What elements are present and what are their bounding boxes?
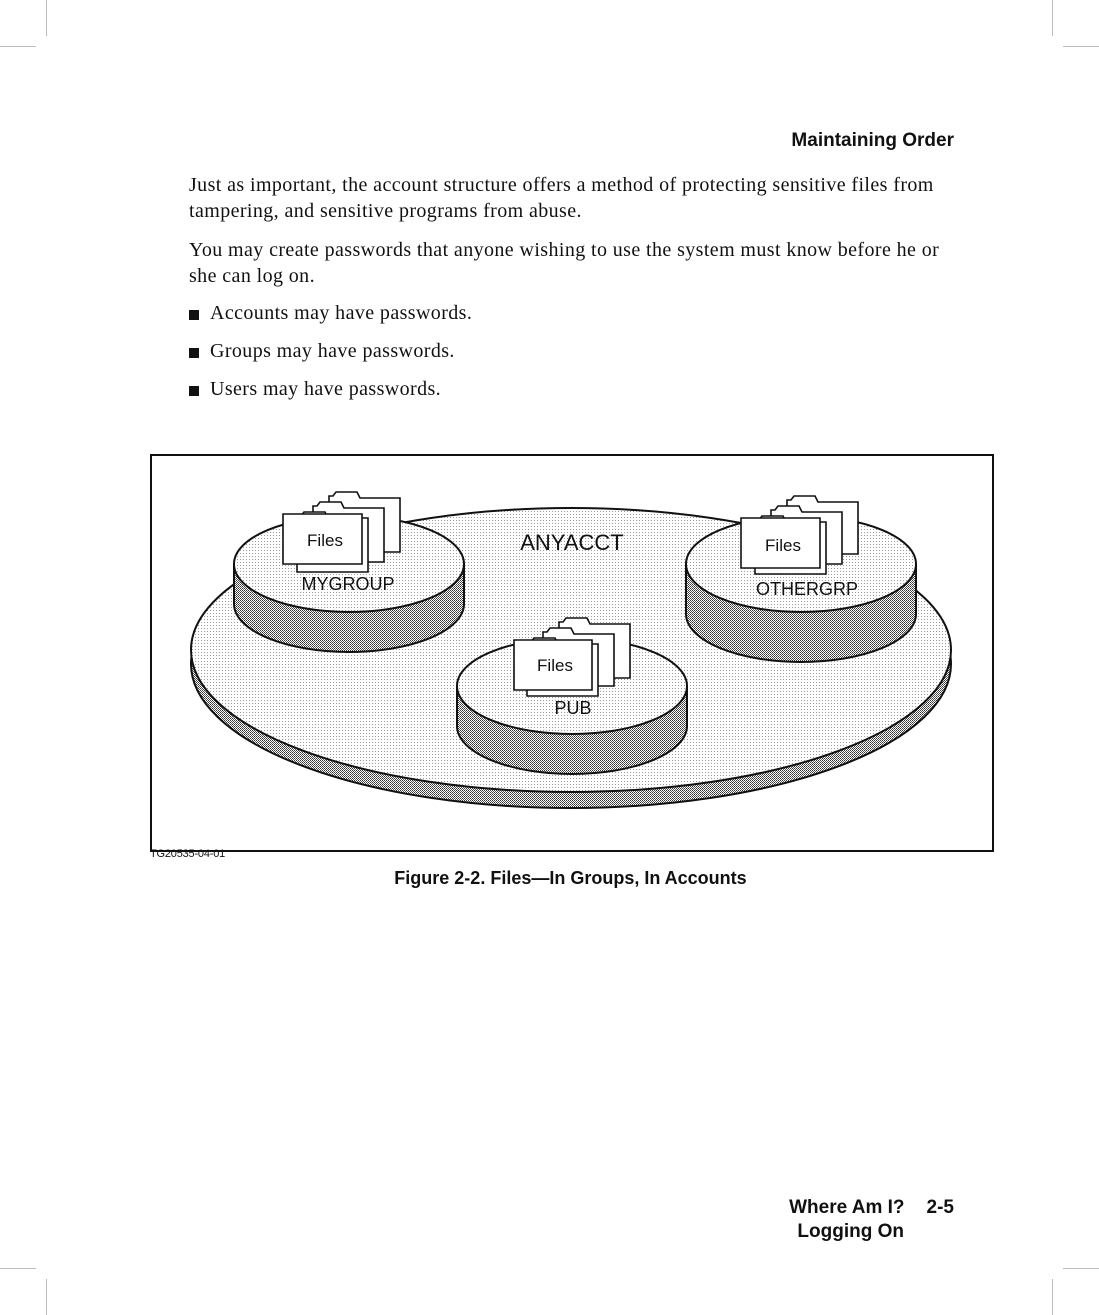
bullet-square-icon	[189, 348, 199, 358]
crop-mark	[0, 1268, 36, 1269]
page-number: 2-5	[926, 1197, 954, 1218]
files-label: Files	[765, 536, 801, 555]
files-label: Files	[537, 656, 573, 675]
list-item: Users may have passwords.	[189, 376, 472, 414]
crop-mark	[46, 0, 47, 36]
crop-mark	[46, 1279, 47, 1315]
crop-mark	[1052, 0, 1053, 36]
figure-caption: Figure 2-2. Files—In Groups, In Accounts	[394, 868, 747, 888]
list-item: Groups may have passwords.	[189, 338, 472, 376]
group-label: OTHERGRP	[755, 579, 859, 599]
page-footer	[789, 1196, 954, 1244]
bullet-square-icon	[189, 386, 199, 396]
crop-mark	[1063, 1268, 1099, 1269]
crop-mark	[1063, 46, 1099, 47]
files-label: Files	[307, 531, 343, 550]
bullet-square-icon	[189, 310, 199, 320]
section-heading: Maintaining Order	[791, 130, 954, 151]
figure-code: TG20535-04-01	[150, 848, 226, 860]
paragraph-2: You may create passwords that anyone wishing to use the system must know before he or she can log on.	[189, 239, 940, 287]
list-item: Accounts may have passwords.	[189, 300, 472, 338]
group-label: MYGROUP	[301, 574, 395, 594]
bullet-list	[189, 300, 472, 414]
crop-mark	[0, 46, 36, 47]
account-structure-figure	[150, 454, 994, 852]
chapter-title: Where Am I?	[789, 1197, 905, 1218]
crop-mark	[1052, 1279, 1053, 1315]
chapter-subtitle: Logging On	[797, 1221, 904, 1242]
account-label: ANYACCT	[520, 530, 624, 555]
paragraph-1: Just as important, the account structure offers a method of protecting sensitive files from tampering, and sensitive programs from abuse.	[189, 174, 934, 222]
group-label: PUB	[554, 698, 592, 718]
